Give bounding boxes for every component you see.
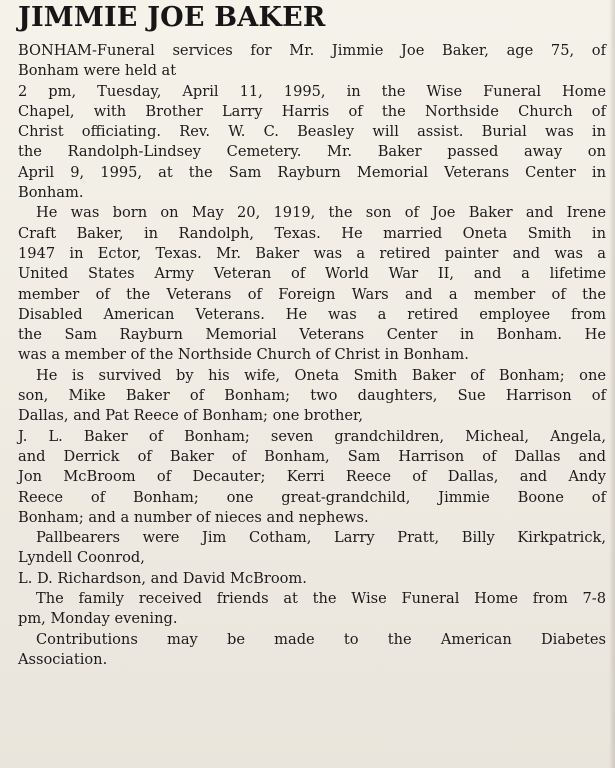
obituary-text-line: pm, Monday evening. — [18, 610, 178, 628]
obituary-text-line: April 9, 1995, at the Sam Rayburn Memorial Veterans Center in — [18, 163, 606, 181]
obituary-text-line: The family received friends at the Wise Funeral Home from 7-8 — [36, 590, 606, 608]
obituary-text-line: Reece of Bonham; one great-grandchild, Jimmie Boone of — [18, 488, 606, 506]
obituary-text-line: Bonham; and a number of nieces and nephews. — [18, 508, 369, 526]
obituary-text-line: Chapel, with Brother Larry Harris of the Northside Church of — [18, 102, 606, 120]
obituary-text-line: 2 pm, Tuesday, April 11, 1995, in the Wise Funeral Home — [18, 82, 606, 100]
scan-edge-shadow — [609, 0, 615, 768]
obituary-text-line: Disabled American Veterans. He was a retired employee from — [18, 305, 606, 323]
obituary-text-line: son, Mike Baker of Bonham; two daughters, Sue Harrison of — [18, 387, 606, 405]
obituary-text-line: Lyndell Coonrod, — [18, 549, 145, 567]
obituary-text-line: was a member of the Northside Church of Christ in Bonham. — [18, 346, 469, 364]
obituary-text-line: member of the Veterans of Foreign Wars and a member of the — [18, 285, 606, 303]
obituary-text-line: Bonham. — [18, 184, 84, 202]
obituary-text-line: J. L. Baker of Bonham; seven grandchildren, Micheal, Angela, — [18, 427, 606, 445]
obituary-text-line: He is survived by his wife, Oneta Smith Baker of Bonham; one — [36, 366, 606, 384]
obituary-text-line: L. D. Richardson, and David McBroom. — [18, 569, 307, 587]
obituary-text-line: United States Army Veteran of World War II, and a lifetime — [18, 265, 606, 283]
obituary-text-line: and Derrick of Baker of Bonham, Sam Harrison of Dallas and — [18, 447, 606, 465]
obituary-text-line: He was born on May 20, 1919, the son of Joe Baker and Irene — [36, 204, 606, 222]
obituary-text-line: Jon McBroom of Decauter; Kerri Reece of Dallas, and Andy — [18, 468, 606, 486]
obituary-text-line: BONHAM-Funeral services for Mr. Jimmie Joe Baker, age 75, of — [18, 42, 606, 59]
obituary-text-line: 1947 in Ector, Texas. Mr. Baker was a retired painter and was a — [18, 244, 606, 262]
obituary-text-line: Pallbearers were Jim Cotham, Larry Pratt, Billy Kirkpatrick, — [36, 529, 606, 547]
obituary-text-line: Craft Baker, in Randolph, Texas. He married Oneta Smith in — [18, 224, 606, 242]
obituary-body — [18, 41, 606, 670]
obituary-text-line: Christ officiating. Rev. W. C. Beasley will assist. Burial was in — [18, 123, 606, 141]
obituary-text-line: the Sam Rayburn Memorial Veterans Center in Bonham. He — [18, 326, 606, 344]
obituary-text-line: Bonham were held at — [18, 62, 177, 80]
obituary-headline: JIMMIE JOE BAKER — [18, 2, 326, 33]
obituary-text-line: Contributions may be made to the American Diabetes — [36, 630, 606, 648]
obituary-text-line: Dallas, and Pat Reece of Bonham; one brother, — [18, 407, 364, 425]
obituary-text-line: Association. — [18, 650, 108, 668]
obituary-text-line: the Randolph-Lindsey Cemetery. Mr. Baker passed away on — [18, 143, 606, 161]
